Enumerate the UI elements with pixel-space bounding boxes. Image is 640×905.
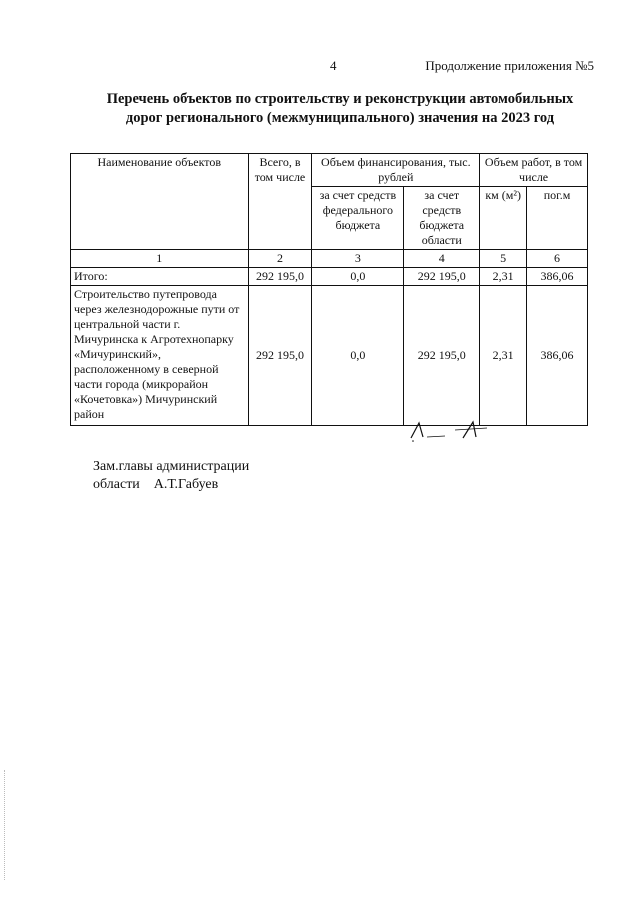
object-pog-m: 386,06 — [527, 286, 588, 426]
initials-mark — [405, 418, 495, 442]
title-line-1: Перечень объектов по строительству и реконструкции автомобильных — [106, 91, 574, 107]
header-works: Объем работ, в том числе — [480, 154, 588, 187]
header-regional: за счет средств бюджета области — [404, 187, 480, 250]
table-row — [71, 286, 588, 426]
document-title — [60, 90, 620, 128]
object-total: 292 195,0 — [248, 286, 312, 426]
column-number: 5 — [480, 250, 527, 268]
column-number: 3 — [312, 250, 404, 268]
signature-position: Зам.главы администрации — [93, 459, 250, 474]
continuation-label: Продолжение приложения №5 — [425, 58, 594, 73]
object-km: 2,31 — [480, 286, 527, 426]
signature-name: области А.Т.Габуев — [93, 477, 219, 492]
total-row — [71, 268, 588, 286]
header-federal: за счет средств федерального бюджета — [312, 187, 404, 250]
header-km: км (м²) — [480, 187, 527, 250]
header-pog-m: пог.м — [527, 187, 588, 250]
header-total: Всего, в том числе — [248, 154, 312, 250]
column-number: 1 — [71, 250, 249, 268]
object-federal: 0,0 — [312, 286, 404, 426]
objects-table — [70, 153, 588, 426]
column-number: 4 — [404, 250, 480, 268]
total-regional: 292 195,0 — [404, 268, 480, 286]
signature-block — [93, 458, 249, 494]
total-pog-m: 386,06 — [527, 268, 588, 286]
total-federal: 0,0 — [312, 268, 404, 286]
title-line-2: дорог регионального (межмуниципального) значения на 2023 год — [125, 110, 555, 126]
header-name: Наименование объектов — [71, 154, 249, 250]
column-number: 2 — [248, 250, 312, 268]
scan-margin-marks — [4, 770, 7, 880]
column-number: 6 — [527, 250, 588, 268]
object-regional: 292 195,0 — [404, 286, 480, 426]
object-name: Строительство путепровода через железнодорожные пути от центральной части г. Мичуринска к Агротехнопарку «Мичуринский», расположенному в северной части города (микрорайон «Кочетовка») Мичуринский район — [71, 286, 249, 426]
page-number: 4 — [330, 58, 337, 73]
column-number-row — [71, 250, 588, 268]
total-km: 2,31 — [480, 268, 527, 286]
header-financing: Объем финансирования, тыс. рублей — [312, 154, 480, 187]
total-label: Итого: — [71, 268, 249, 286]
total-sum: 292 195,0 — [248, 268, 312, 286]
